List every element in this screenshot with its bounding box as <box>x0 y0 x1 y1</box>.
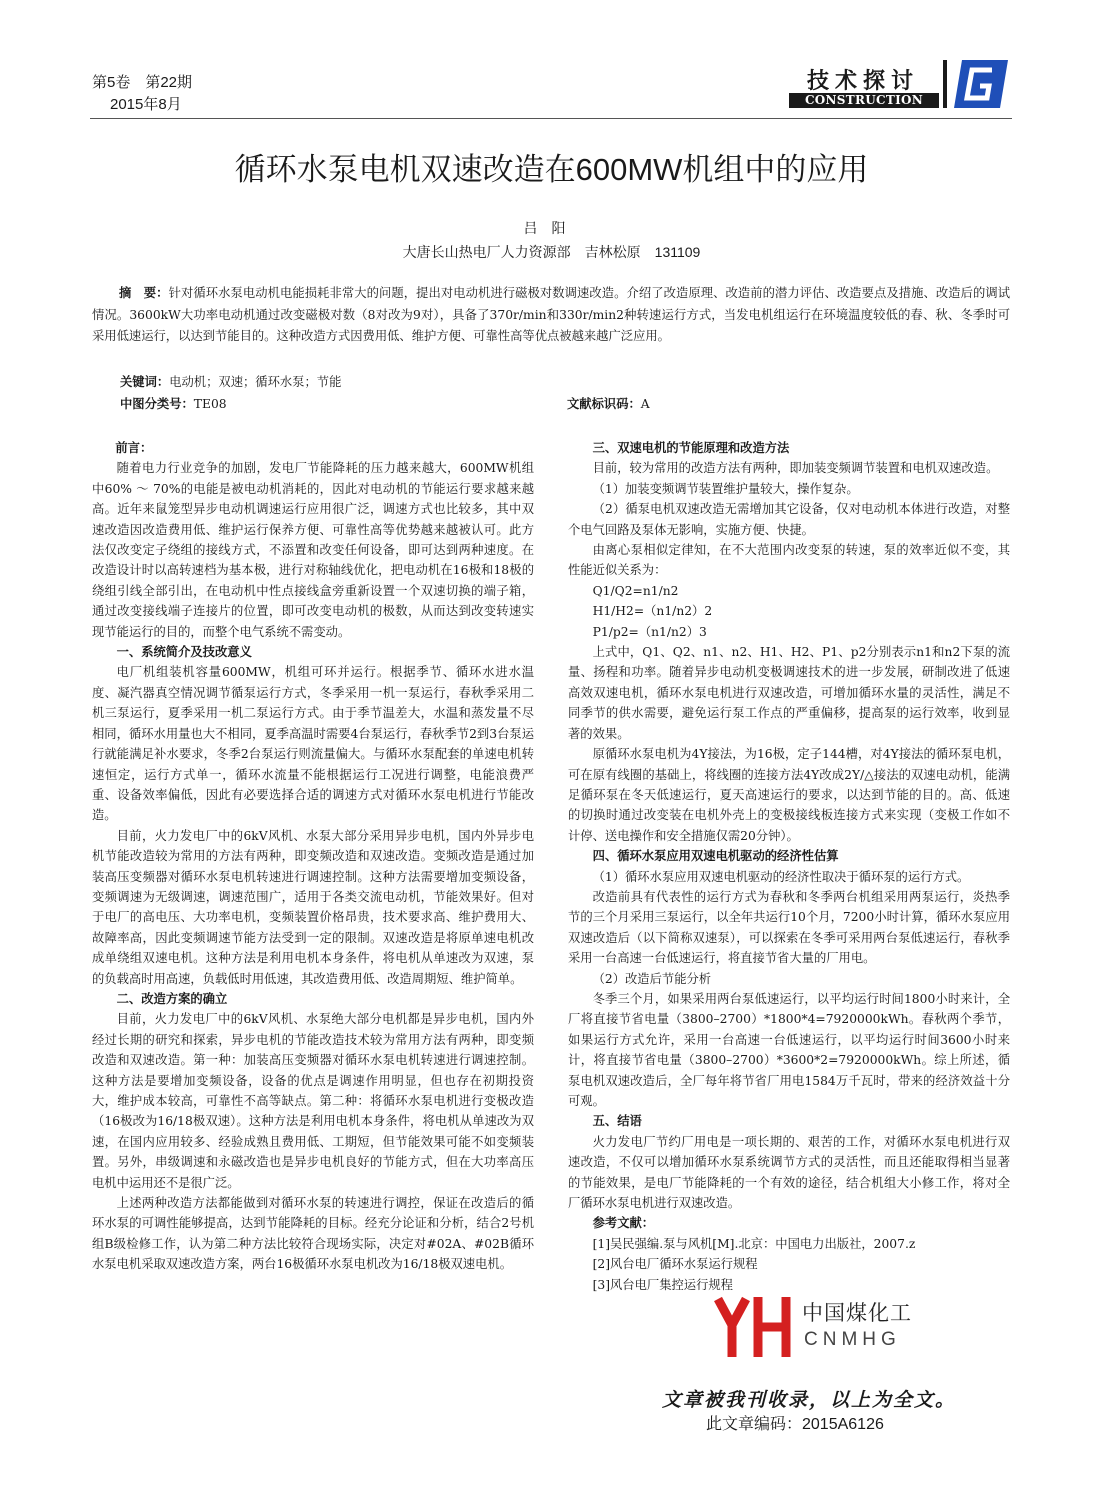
column-brand <box>789 64 939 108</box>
body-paragraph: 冬季三个月，如果采用两台泵低速运行，以平均运行时间1800小时来计，全厂将直接节省电量（3800–2700）*1800*4=7920000kWh。春秋两个季节，如果运行方式允许，采用一台高速一台低速运行，以平均运行时间3600小时来计，将直接节省电量（3800–2700）*3600*2=7920000kWh。综上所述，循泵电机双速改造后，全厂每年将节省厂用电1584万千瓦时，带来的经济效益十分可观。 <box>568 991 1010 1108</box>
section-heading: 前言： <box>115 441 153 455</box>
section-heading: 四、循环水泵应用双速电机驱动的经济性估算 <box>592 849 839 864</box>
body-paragraph: 上述两种改造方法都能做到对循环水泵的转速进行调控，保证在改造后的循环水泵的可调性能够提高，达到节能降耗的目标。经充分论证和分析，结合2号机组B级检修工作，认为第二种方法比较符合现场实际，决定对#02A、#02B循环水泵电机采取双速改造方案，两台16极循环水泵电机改为16/18极双速电机。 <box>92 1196 534 1272</box>
publication-date: 2015年8月 <box>110 96 182 113</box>
classification-text: TE08 <box>193 397 227 411</box>
wm-h-shape <box>758 1297 786 1357</box>
volume-issue: 第5卷 第22期 <box>92 74 193 91</box>
section-heading: 三、双速电机的节能原理和改造方法 <box>592 441 790 455</box>
formula: Q1/Q2=n1/n2 <box>592 583 679 598</box>
body-paragraph: （1）循环水泵应用双速电机驱动的经济性取决于循环泵的运行方式。 <box>592 869 970 884</box>
column-title: 技术探讨 <box>807 68 920 93</box>
document-code-text: A <box>640 397 650 411</box>
references-heading: 参考文献： <box>592 1216 655 1231</box>
journal-issue-info <box>92 72 192 116</box>
cnmhg-logo-icon <box>714 1293 796 1361</box>
reference-item: [3]风台电厂集控运行规程 <box>592 1277 733 1292</box>
wm-y-shape <box>718 1299 746 1357</box>
document-code-label: 文献标识码： <box>567 397 641 411</box>
section-heading: 一、系统简介及技改意义 <box>116 645 252 660</box>
body-paragraph: 目前，火力发电厂中的6kV风机、水泵绝大部分电机都是异步电机，国内外经过长期的研究和探索，异步电机的节能改造技术较为常用方法有两种，即变频改造和双速改造。第一种：加装高压变频器对循环水泵电机转速进行调速控制。这种方法是要增加变频设备，设备的优点是调速作用明显，但也存在初期投资大，维护成本较高，可靠性不高等缺点。第二种：将循环水泵电机进行变极改造（16极改为16/18极双速）。这种方法是利用电机本身条件，将电机从单速改为双速，在国内应用较多、经验成熟且费用低、工期短，但节能效果可能不如变频装置。另外，串级调速和永磁改造也是异步电机良好的节能方式，但在大功率高压电机中运用还不是很广泛。 <box>92 1012 534 1190</box>
section-heading: 五、结语 <box>592 1114 642 1129</box>
document-code <box>567 393 650 415</box>
reference-item: [2]风台电厂循环水泵运行规程 <box>592 1257 758 1272</box>
keywords-text: 电动机；双速；循环水泵；节能 <box>169 375 342 389</box>
brand-divider <box>943 60 947 108</box>
body-paragraph: 火力发电厂节约厂用电是一项长期的、艰苦的工作，对循环水泵电机进行双速改造，不仅可以增加循环水泵系统调节方式的灵活性，而且还能取得相当显著的节能效果，是电厂节能降耗的一个有效的途径，结合机组大小修工作，将对全厂循环水泵电机进行双速改造。 <box>568 1134 1010 1211</box>
keywords-label: 关键词： <box>120 375 170 389</box>
page-header <box>0 0 1103 125</box>
author-name: 吕阳 <box>523 221 580 237</box>
body-paragraph: 随着电力行业竞争的加剧，发电厂节能降耗的压力越来越大，600MW机组中60% ～ 70%的电能是被电动机消耗的，因此对电动机的节能运行要求越来越高。近年来鼠笼型异步电动机调速运行应用很广泛，调速方式也比较多，其中双速改造因改造费用低、维护运行保养方便、可靠性高等优势越来越被认可。此方法仅改变定子绕组的接线方式，不添置和改变任何设备，即可达到两种速度。在改造设计时以高转速档为基本极，进行对称轴线优化，把电动机在16极和18极的绕组引线全部引出，在电动机中性点接线盒旁重新设置一个双速切换的端子箱，通过改变接线端子连接片的位置，即可改变电动机的极数，从而达到改变转速实现节能运行的目的，而整个电气系统不需变动。 <box>92 461 534 639</box>
body-left-column <box>92 438 534 1275</box>
classification-row <box>120 393 1010 415</box>
watermark-latin: CNMHG <box>804 1329 901 1350</box>
footer-article-code: 此文章编码：2015A6126 <box>706 1416 884 1433</box>
section-heading: 二、改造方案的确立 <box>116 991 228 1006</box>
classification-label: 中图分类号： <box>120 397 194 411</box>
body-paragraph: 目前，火力发电厂中的6kV风机、水泵大部分采用异步电机，国内外异步电机节能改造较为常用的方法有两种，即变频改造和双速改造。变频改造是通过加装高压变频器对循环水泵电机转速进行调速控制。这种方法需要增加变频设备，变频调速为无级调速，调速范围广，适用于各类交流电动机，节能效果好。但对于电厂的高电压、大功率电机，变频装置价格昂贵，技术要求高、维护费用大、故障率高，因此变频调速节能方法受到一定的限制。双速改造是将原单速电机改成单绕组双速电机。这种方法是利用电机本身条件，将电机从单速改为双速，泵的负载高时用高速，负载低时用低速，其改造费用低、改造周期短、维护简单。 <box>92 828 534 986</box>
body-paragraph: （2）改造后节能分析 <box>592 971 712 986</box>
body-paragraph: 上式中，Q1、Q2、n1、n2、H1、H2、P1、p2分别表示n1和n2下泵的流量、扬程和功率。随着异步电动机变极调速技术的进一步发展，研制改进了低速高效双速电机，循环水泵电机进行双速改造，可增加循环水量的灵活性，满足不同季节的供水需要，避免运行泵工作点的严重偏移，提高泵的运行效率，收到显著的效果。 <box>568 645 1010 741</box>
abstract-text: 针对循环水泵电动机电能损耗非常大的问题，提出对电动机进行磁极对数调速改造。介绍了改造原理、改造前的潜力评估、改造要点及措施、改造后的调试情况。3600kW大功率电动机通过改变磁极对数（8对改为9对），具备了370r/min和330r/min2种转速运行方式，当发电机组运行在环境温度较低的春、秋、冬季时可采用低速运行，以达到节能目的。这种改造方式因费用低、维护方便、可靠性高等优点被越来越广泛应用。 <box>92 286 1010 343</box>
body-paragraph: 改造前具有代表性的运行方式为春秋和冬季两台机组采用两泵运行，炎热季节的三个月采用三泵运行，以全年共运行10个月，7200小时计算，循环水泵应用双速改造后（以下简称双速泵），可以探索在冬季可采用两台泵低速运行，春秋季采用一台高速一台低速运行，将直接节省大量的厂用电。 <box>568 889 1010 966</box>
abstract <box>92 283 1010 348</box>
header-divider <box>90 118 1012 119</box>
body-paragraph: 电厂机组装机容量600MW，机组可环并运行。根据季节、循环水进水温度、凝汽器真空情况调节循泵运行方式，冬季采用一机一泵运行，春秋季采用二机三泵运行，夏季采用一机二泵运行方式。由于季节温差大，水温和蒸发量不尽相同，循环水用量也大不相同，夏季高温时需要4台泵运行，春秋季节2到3台泵运行就能满足补水要求，冬季2台泵运行则流量偏大。与循环水泵配套的单速电机转速恒定，运行方式单一，循环水流量不能根据运行工况进行调整，电能浪费严重、设备效率偏低，因此有必要选择合适的调速方式对循环水泵电机进行节能改造。 <box>92 665 534 823</box>
body-right-column <box>568 438 1010 1295</box>
article-meta <box>120 371 1010 415</box>
body-paragraph: （2）循泵电机双速改造无需增加其它设备，仅对电动机本体进行改造，对整个电气回路及泵体无影响，实施方便、快捷。 <box>568 502 1010 537</box>
cnmhg-watermark <box>714 1293 934 1363</box>
author-affiliation: 大唐长山热电厂人力资源部 吉林松原 131109 <box>402 244 701 260</box>
body-paragraph: 目前，较为常用的改造方法有两种，即加装变频调节装置和电机双速改造。 <box>592 461 999 476</box>
formula: P1/p2=（n1/n2）3 <box>592 624 707 639</box>
formula: H1/H2=（n1/n2）2 <box>592 604 713 619</box>
abstract-label: 摘 要： <box>119 286 169 300</box>
cg-logo-icon <box>952 58 1010 110</box>
column-subtitle: CONSTRUCTION <box>789 93 939 108</box>
body-paragraph: 原循环水泵电机为4Y接法，为16极，定子144槽，对4Y接法的循环泵电机，可在原有线圈的基础上，将线圈的连接方法4Y改成2Y/△接法的双速电动机，能满足循环泵在冬天低速运行，夏天高速运行的要求，以达到节能的目的。高、低速的切换时通过改变装在电机外壳上的变极接线板连接方式来实现（变极工作如不计停、送电操作和安全措施仅需20分钟）。 <box>568 747 1010 843</box>
body-paragraph: 由离心泵相似定律知，在不大范围内改变泵的转速，泵的效率近似不变，其性能近似关系为： <box>568 543 1010 578</box>
body-paragraph: （1）加装变频调节装置维护量较大，操作复杂。 <box>592 481 859 496</box>
reference-item: [1]吴民强编.泵与风机[M].北京：中国电力出版社，2007.z <box>592 1236 916 1251</box>
keywords-row <box>120 371 1010 393</box>
footer-note: 文章被我刊收录，以上为全文。 <box>662 1389 957 1411</box>
paper-title: 循环水泵电机双速改造在600MW机组中的应用 <box>234 152 869 187</box>
watermark-name: 中国煤化工 <box>802 1297 912 1327</box>
